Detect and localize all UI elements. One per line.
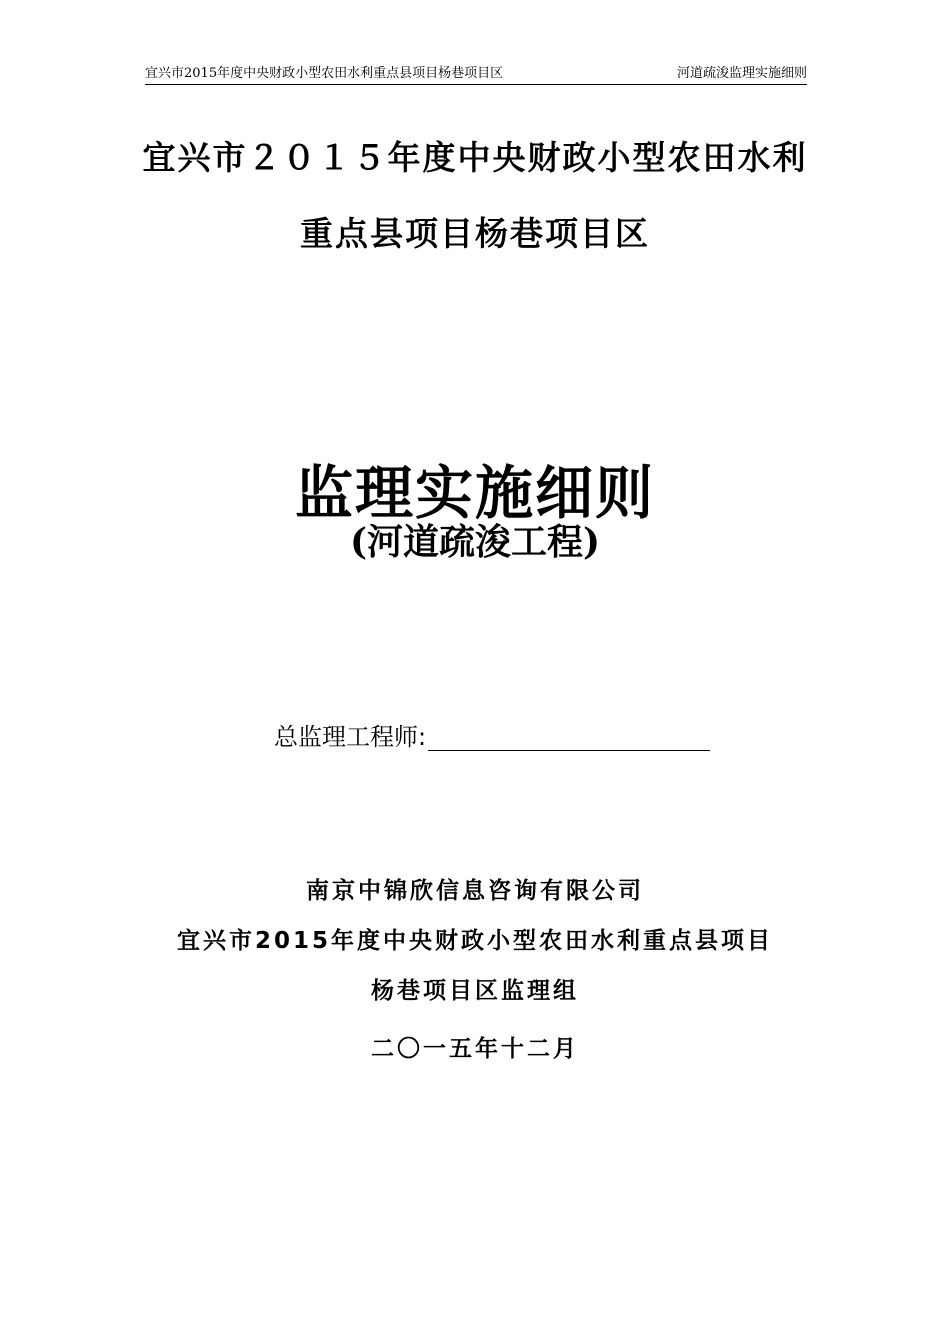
document-title: 监理实施细则 [294, 459, 655, 527]
header-left-text: 宜兴市2015年度中央财政小型农田水利重点县项目杨巷项目区 [145, 66, 504, 81]
company-name: 南京中锦欣信息咨询有限公司 [306, 878, 644, 904]
project-title-line-1: 宜兴市２０１５年度中央财政小型农田水利 [142, 138, 808, 177]
document-subtitle: (河道疏浚工程) [349, 521, 601, 563]
page-header [145, 64, 807, 85]
supervision-group: 杨巷项目区监理组 [371, 978, 579, 1004]
chief-engineer-label: 总监理工程师: [274, 723, 427, 751]
chief-engineer-signature-line [274, 720, 714, 754]
signature-blank [428, 720, 710, 751]
project-name-line: 宜兴市2015年度中央财政小型农田水利重点县项目 [176, 928, 773, 954]
document-date: 二〇一五年十二月 [371, 1036, 579, 1062]
header-right-text: 河道疏浚监理实施细则 [676, 66, 807, 81]
project-title-line-2: 重点县项目杨巷项目区 [300, 214, 650, 253]
